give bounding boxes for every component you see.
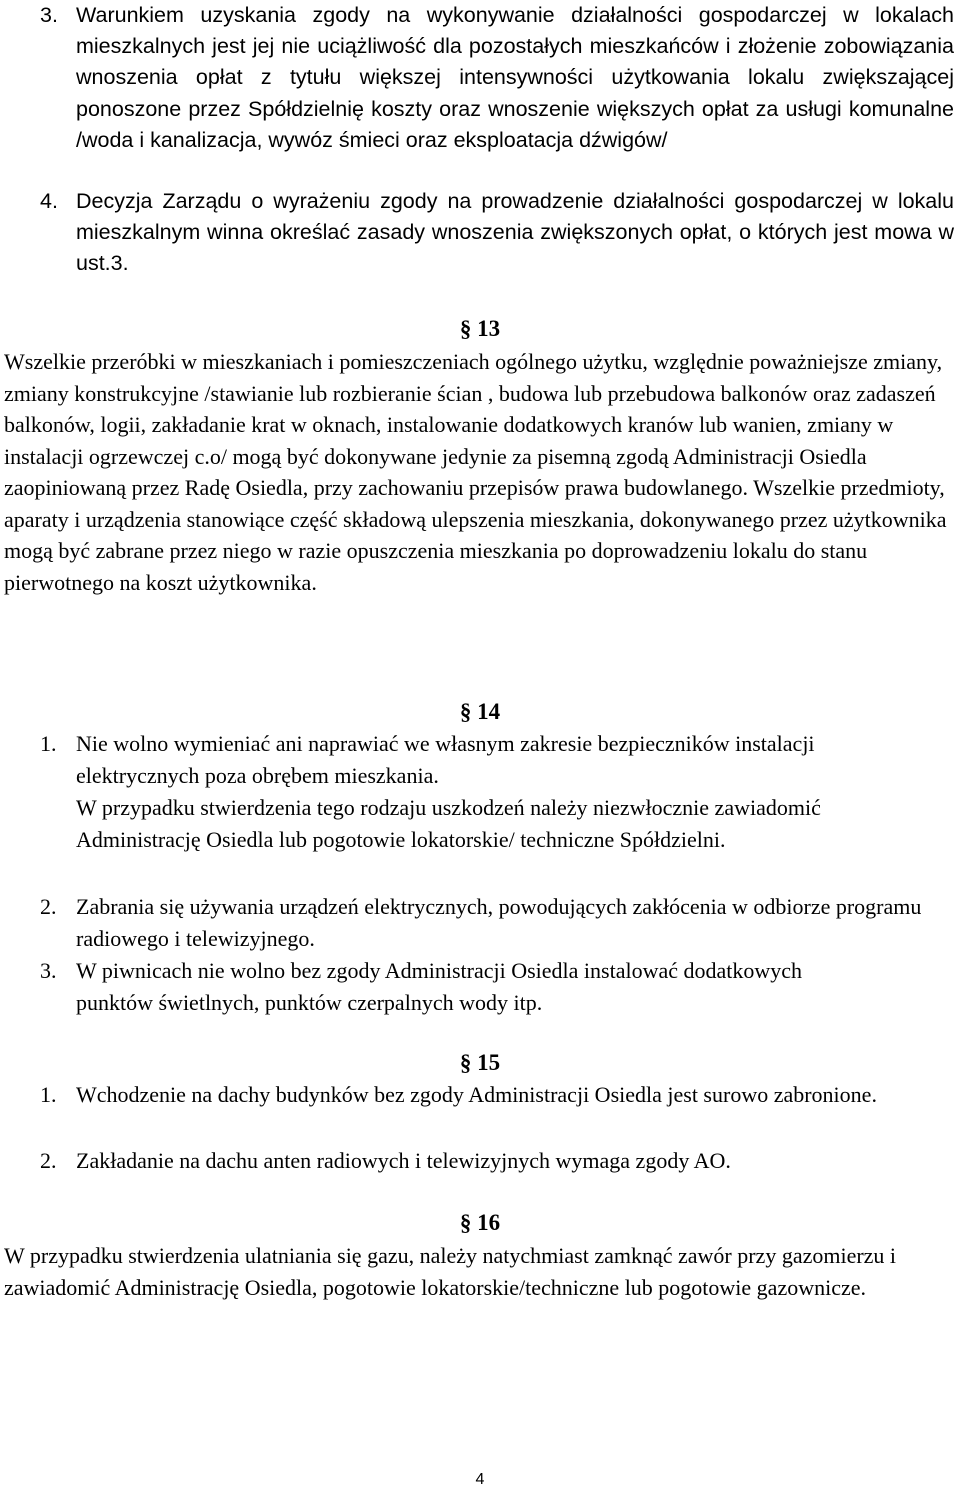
list-item-text: Decyzja Zarządu o wyrażeniu zgody na prowadzenie działalności gospodarczej w lokalu mieszkalnym winna określać zasady wnoszenia zwiększonych opłat, o których jest mowa w ust.3. <box>76 189 954 276</box>
list-item-number: 1. <box>40 1082 57 1107</box>
list-item-text: W przypadku stwierdzenia tego rodzaju uszkodzeń należy niezwłocznie zawiadomić Administrację Osiedla lub pogotowie lokatorskie/ techniczne Spółdzielni. <box>76 795 821 852</box>
section-heading: § 14 <box>459 699 501 724</box>
section-paragraph: W przypadku stwierdzenia ulatniania się gazu, należy natychmiast zamknąć zawór przy gazomierzu i zawiadomić Administrację Osiedla, pogotowie lokatorskie/techniczne lub pogotowie gazownicze. <box>4 1243 897 1300</box>
list-item-number: 3. <box>40 958 57 983</box>
list-item-number: 2. <box>40 894 57 919</box>
section-heading: § 15 <box>459 1050 501 1075</box>
list-item-text: Zakładanie na dachu anten radiowych i telewizyjnych wymaga zgody AO. <box>76 1148 731 1173</box>
page-number: 4 <box>475 1471 485 1488</box>
list-item-text: Zabrania się używania urządzeń elektrycznych, powodujących zakłócenia w odbiorze programu radiowego i telewizyjnego. <box>76 894 922 951</box>
list-item-text: Nie wolno wymieniać ani naprawiać we własnym zakresie bezpieczników instalacji elektrycznych poza obrębem mieszkania. <box>76 731 815 788</box>
list-item-text: Warunkiem uzyskania zgody na wykonywanie działalności gospodarczej w lokalach mieszkalnych jest jej nie uciążliwość dla pozostałych mieszkańców i złożenie zobowiązania wnoszenia opłat z tytułu większej intensywności użytkowania lokalu zwiększającej ponoszone przez Spółdzielnię koszty oraz wnoszenie większych opłat za usługi komunalne /woda i kanalizacja, wywóz śmieci oraz eksploatacja dźwigów/ <box>76 3 954 152</box>
list-item-text: W piwnicach nie wolno bez zgody Administracji Osiedla instalować dodatkowych punktów świetlnych, punktów czerpalnych wody itp. <box>76 958 803 1015</box>
list-item-number: 4. <box>40 189 58 213</box>
list-item-number: 3. <box>40 3 58 27</box>
section-heading: § 13 <box>459 316 501 341</box>
list-item-number: 2. <box>40 1148 57 1173</box>
list-item-number: 1. <box>40 731 57 756</box>
section-heading: § 16 <box>459 1210 501 1235</box>
section-paragraph: Wszelkie przeróbki w mieszkaniach i pomieszczeniach ogólnego użytku, względnie poważniejsze zmiany, zmiany konstrukcyjne /stawianie lub rozbieranie ścian , budowa lub przebudowa balkonów oraz zadaszeń balkonów, logii, zakładanie krat w oknach, instalowanie dodatkowych kranów lub wanien, zmiany w instalacji ogrzewczej c.o/ mogą być dokonywane jedynie za pisemną zgodą Administracji Osiedla zaopiniowaną przez Radę Osiedla, przy zachowaniu przepisów prawa budowlanego. Wszelkie przedmioty, aparaty i urządzenia stanowiące część składową ulepszenia mieszkania, dokonywanego przez użytkownika mogą być zabrane przez niego w razie opuszczenia mieszkania po doprowadzeniu lokalu do stanu pierwotnego na koszt użytkownika. <box>4 349 947 595</box>
list-item-text: Wchodzenie na dachy budynków bez zgody Administracji Osiedla jest surowo zabronione. <box>76 1082 877 1107</box>
